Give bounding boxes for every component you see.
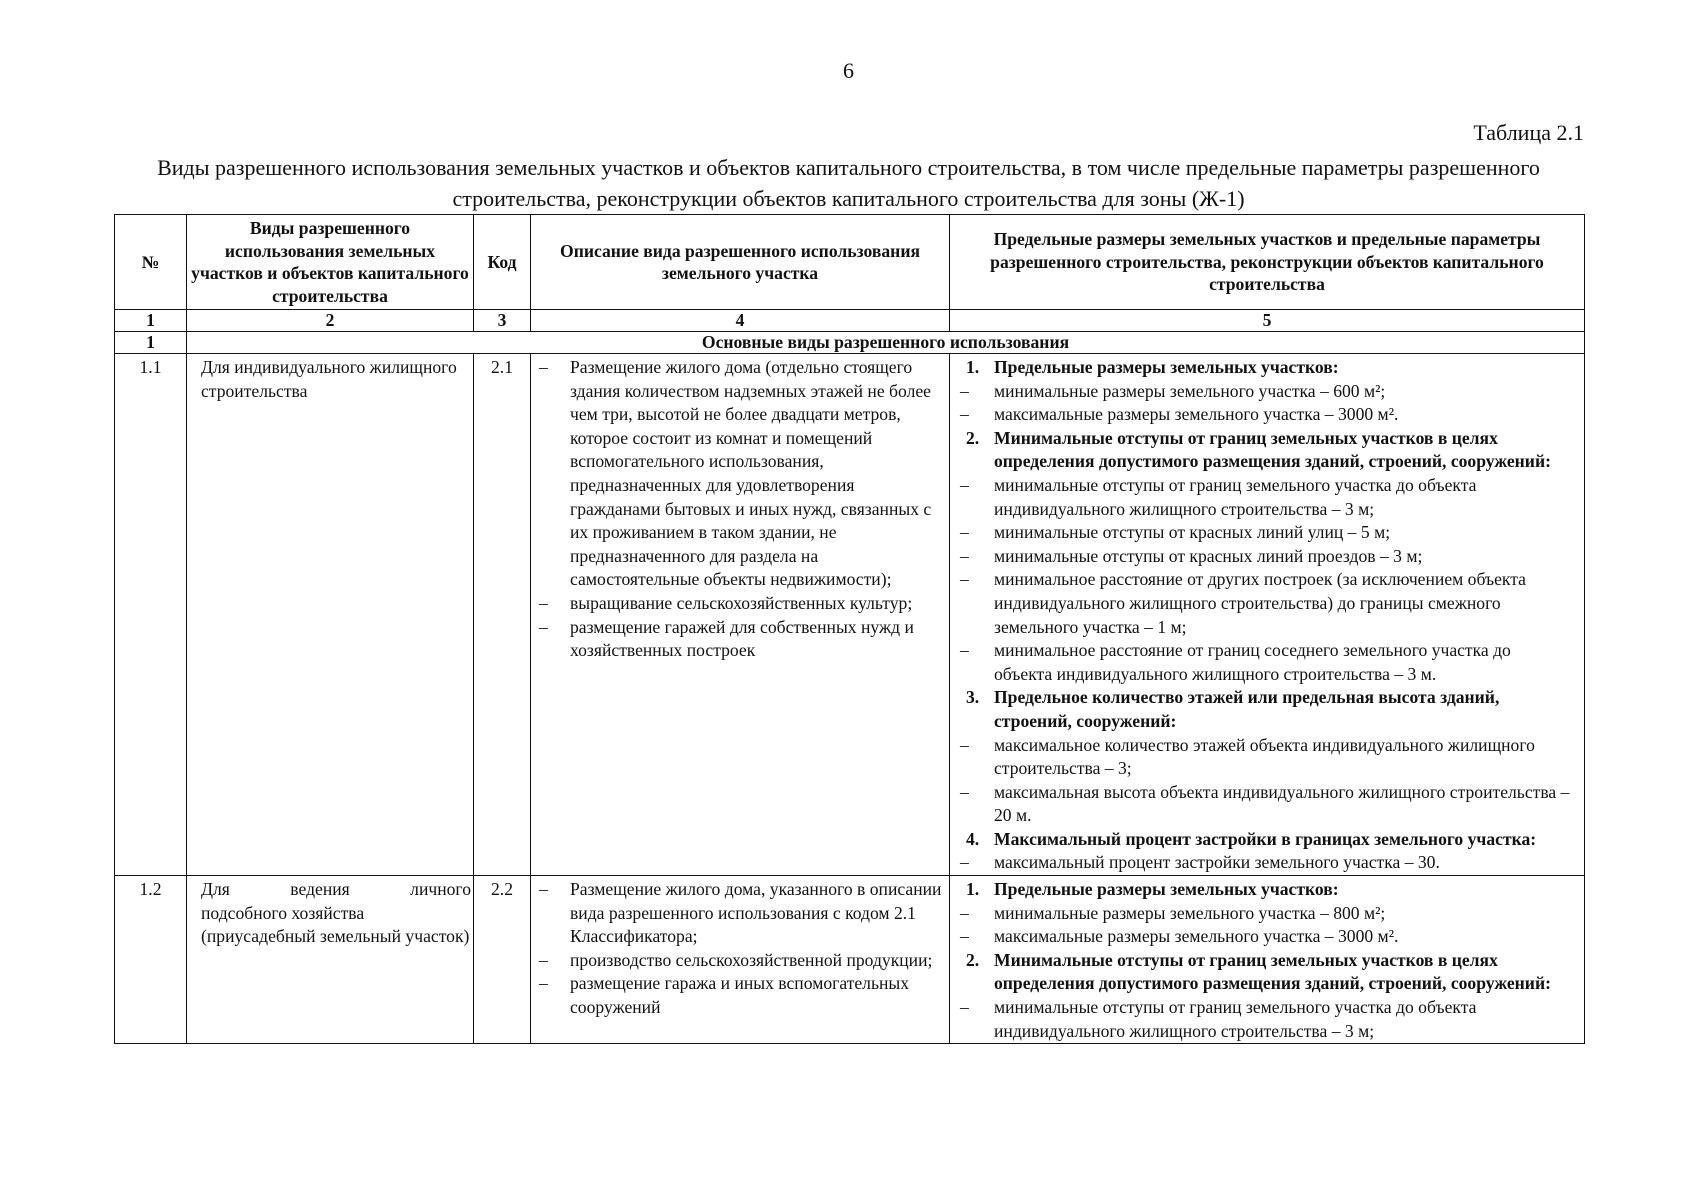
list-item xyxy=(531,878,943,949)
param-text: минимальные отступы от границ земельного участка до объекта индивидуального жилищного строительства – 3 м; xyxy=(994,474,1477,519)
table-label: Таблица 2.1 xyxy=(1473,120,1584,145)
header-code: Код xyxy=(474,215,531,310)
land-use-table xyxy=(114,214,1585,1044)
dash-marker: – xyxy=(960,734,969,755)
dash-marker: – xyxy=(960,997,969,1018)
section-number: 1 xyxy=(115,332,187,354)
param-number: 1. xyxy=(966,357,980,377)
param-heading xyxy=(950,949,1570,996)
row-type-name: Для индивидуального жилищного строительства xyxy=(187,354,474,876)
dash-marker: – xyxy=(539,616,548,637)
param-item xyxy=(950,734,1570,781)
row-type-name xyxy=(187,876,474,1044)
param-number: 4. xyxy=(966,828,980,849)
column-number-row xyxy=(115,310,1585,332)
param-item xyxy=(950,403,1570,427)
list-item xyxy=(531,949,943,973)
param-text: максимальное количество этажей объекта индивидуального жилищного строительства – 3; xyxy=(994,734,1535,779)
dash-marker: – xyxy=(960,852,969,873)
dash-marker: – xyxy=(960,926,969,947)
param-number: 2. xyxy=(966,949,980,970)
row-code: 2.2 xyxy=(474,876,531,1044)
dash-marker: – xyxy=(960,640,969,661)
dash-marker: – xyxy=(960,902,969,923)
table-row xyxy=(115,876,1585,1044)
list-item-text: размещение гаража и иных вспомогательных сооружений xyxy=(570,973,910,1018)
header-params: Предельные размеры земельных участков и предельные параметры разрешенного строительства, реконструкции объектов капитального строительства xyxy=(950,215,1585,310)
list-item-text: выращивание сельскохозяйственных культур; xyxy=(570,592,913,613)
dash-marker: – xyxy=(539,879,548,900)
list-item-text: размещение гаражей для собственных нужд и хозяйственных построек xyxy=(570,616,914,661)
column-number: 5 xyxy=(950,310,1585,332)
param-item xyxy=(950,925,1570,949)
param-heading xyxy=(950,686,1570,733)
param-text: максимальные размеры земельного участка – 3000 м². xyxy=(994,926,1399,947)
param-text: Минимальные отступы от границ земельных участков в целях определения допустимого размещения зданий, строений, сооружений: xyxy=(994,427,1551,472)
dash-marker: – xyxy=(960,781,969,802)
dash-marker: – xyxy=(960,522,969,543)
param-heading xyxy=(950,427,1570,474)
list-item-text: производство сельскохозяйственной продукции; xyxy=(570,949,933,970)
param-number: 3. xyxy=(966,687,980,708)
list-item xyxy=(531,972,943,1019)
param-heading xyxy=(950,828,1570,852)
table-row xyxy=(115,354,1585,876)
dash-marker: – xyxy=(539,592,548,613)
dash-marker: – xyxy=(960,380,969,401)
list-item xyxy=(531,356,943,592)
param-text: максимальная высота объекта индивидуального жилищного строительства – 20 м. xyxy=(994,781,1570,826)
header-num: № xyxy=(115,215,187,310)
param-item xyxy=(950,545,1570,569)
param-item xyxy=(950,568,1570,639)
param-text: минимальные отступы от границ земельного участка до объекта индивидуального жилищного строительства – 3 м; xyxy=(994,997,1477,1041)
list-item-text: Размещение жилого дома, указанного в описании вида разрешенного использования с кодом 2.1 Классификатора; xyxy=(570,879,942,947)
row-number: 1.1 xyxy=(115,354,187,876)
param-text: Предельные размеры земельных участков: xyxy=(994,357,1339,377)
param-text: минимальные отступы от красных линий улиц – 5 м; xyxy=(994,522,1391,543)
row-number: 1.2 xyxy=(115,876,187,1044)
header-description: Описание вида разрешенного использования земельного участка xyxy=(531,215,950,310)
param-text: минимальное расстояние от границ соседнего земельного участка до объекта индивидуального жилищного строительства – 3 м. xyxy=(994,640,1511,684)
dash-marker: – xyxy=(539,973,548,994)
row-params xyxy=(950,876,1585,1044)
param-text: минимальное расстояние от других построек (за исключением объекта индивидуального жилищного строительства) до границы смежного земельного участка – 1 м; xyxy=(994,569,1526,637)
dash-marker: – xyxy=(960,545,969,566)
column-number: 4 xyxy=(531,310,950,332)
param-text: минимальные размеры земельного участка – 800 м²; xyxy=(994,902,1386,923)
param-text: максимальные размеры земельного участка – 3000 м². xyxy=(994,404,1399,425)
list-item-text: Размещение жилого дома (отдельно стоящего здания количеством надземных этажей не более чем три, высотой не более двадцати метров, которое состоит из комнат и помещений вспомогательного использования, предназначенных для удовлетворения гражданами бытовых и иных нужд, связанных с их проживанием в таком здании, не предназначенного для раздела на самостоятельные объекты недвижимости); xyxy=(570,357,932,590)
description-list xyxy=(531,356,943,663)
list-item xyxy=(531,616,943,663)
list-item xyxy=(531,592,943,616)
row-type-name-rest: подсобного хозяйства (приусадебный земельный участок) xyxy=(201,902,470,947)
table-title: Виды разрешенного использования земельных участков и объектов капитального строительства, в том числе предельные параметры разрешенного строительства, реконструкции объектов капитального строительства для зоны (Ж-1) xyxy=(157,155,1540,211)
section-row xyxy=(115,332,1585,354)
param-item xyxy=(950,474,1570,521)
dash-marker: – xyxy=(960,474,969,495)
param-number: 2. xyxy=(966,427,980,448)
param-text: минимальные отступы от красных линий проездов – 3 м; xyxy=(994,545,1423,566)
row-type-name-line: Для ведения личного xyxy=(201,879,471,900)
param-number: 1. xyxy=(966,879,980,900)
param-text: минимальные размеры земельного участка – 600 м²; xyxy=(994,380,1386,401)
param-item xyxy=(950,781,1570,828)
section-title: Основные виды разрешенного использования xyxy=(187,332,1585,354)
page-number: 6 xyxy=(843,58,854,83)
param-item xyxy=(950,639,1570,686)
param-text: максимальный процент застройки земельного участка – 30. xyxy=(994,852,1440,873)
header-row xyxy=(115,215,1585,310)
dash-marker: – xyxy=(539,949,548,970)
dash-marker: – xyxy=(960,569,969,590)
dash-marker: – xyxy=(960,404,969,425)
param-text: Максимальный процент застройки в границах земельного участка: xyxy=(994,828,1537,849)
param-item xyxy=(950,851,1570,875)
row-description xyxy=(531,354,950,876)
param-text: Предельные размеры земельных участков: xyxy=(994,879,1339,900)
row-code: 2.1 xyxy=(474,354,531,876)
param-item xyxy=(950,902,1570,926)
param-item xyxy=(950,996,1570,1043)
row-params xyxy=(950,354,1585,876)
param-text: Предельное количество этажей или предельная высота зданий, строений, сооружений: xyxy=(994,687,1500,731)
params-list xyxy=(950,878,1570,1043)
param-heading xyxy=(950,356,1570,380)
param-item xyxy=(950,521,1570,545)
dash-marker: – xyxy=(539,357,548,377)
column-number: 3 xyxy=(474,310,531,332)
param-text: Минимальные отступы от границ земельных участков в целях определения допустимого размещения зданий, строений, сооружений: xyxy=(994,949,1551,994)
header-types: Виды разрешенного использования земельных участков и объектов капитального строительства xyxy=(187,215,474,310)
column-number: 2 xyxy=(187,310,474,332)
params-list xyxy=(950,356,1570,875)
row-description xyxy=(531,876,950,1044)
param-item xyxy=(950,380,1570,404)
param-heading xyxy=(950,878,1570,902)
column-number: 1 xyxy=(115,310,187,332)
description-list xyxy=(531,878,943,1020)
